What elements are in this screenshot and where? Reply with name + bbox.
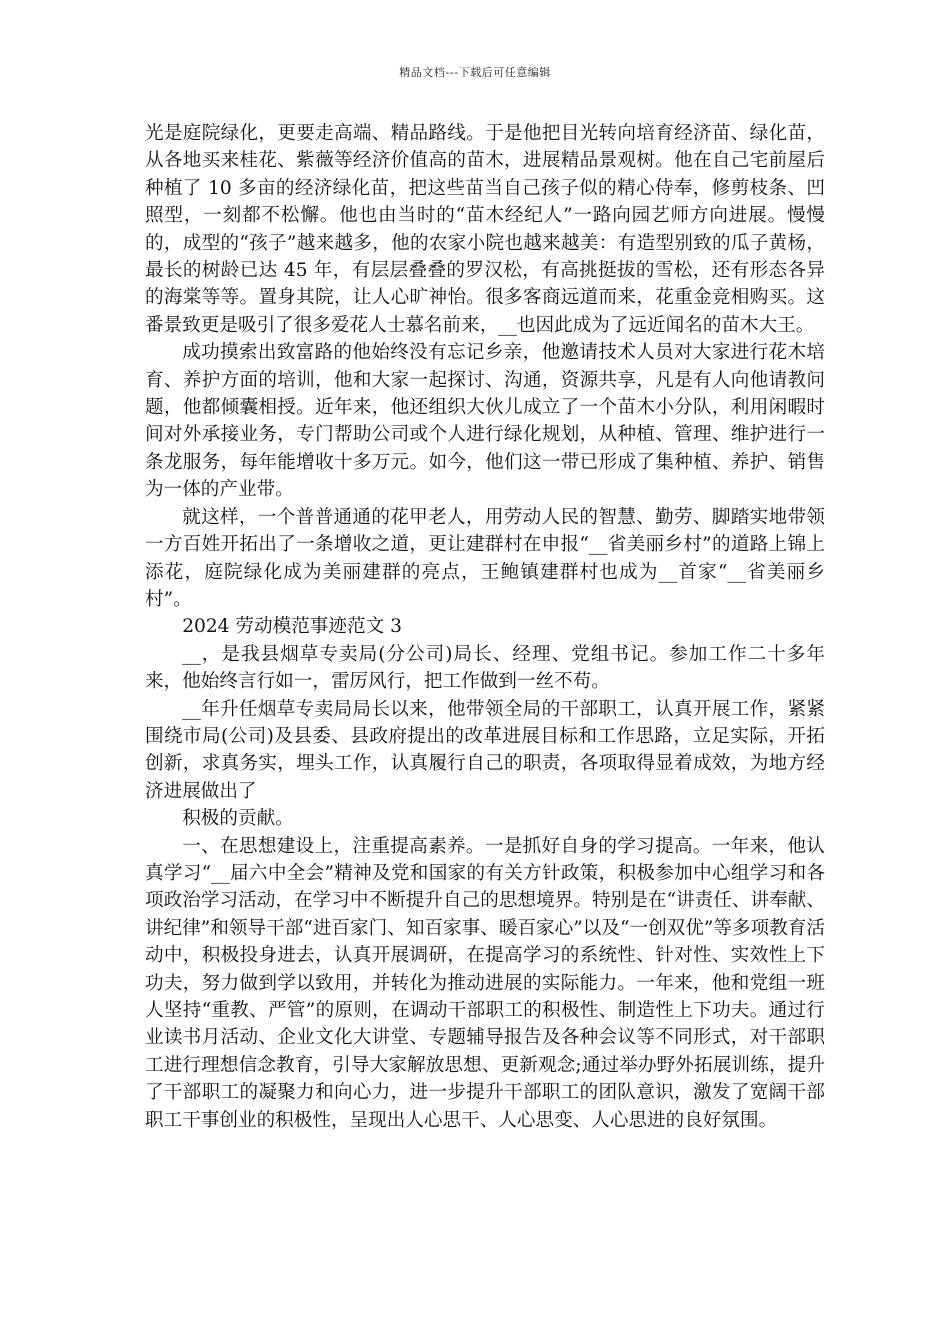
paragraph-4: __，是我县烟草专卖局(分公司)局长、经理、党组书记。参加工作二十多年来，他始终言行如一，雷厉风行，把工作做到一丝不苟。 — [145, 643, 825, 693]
paragraph-5: __年升任烟草专卖局局长以来，他带领全局的干部职工，认真开展工作，紧紧围绕市局(公司)及县委、县政府提出的改革进展目标和工作思路，立足实际，开拓创新，求真务实，埋头工作，认真履行自己的职责，各项取得显着成效，为地方经济进展做出了 — [145, 698, 825, 802]
page-header: 精品文档---下载后可任意编辑 — [399, 66, 551, 79]
paragraph-1: 光是庭院绿化，更要走高端、精品路线。于是他把目光转向培育经济苗、绿化苗，从各地买来桂花、紫薇等经济价值高的苗木，进展精品景观树。他在自己宅前屋后种植了 10 多亩的经济绿化苗，把这些苗当自己孩子似的精心侍奉，修剪枝条、凹照型，一刻都不松懈。他也由当时的“苗木经纪人”一路向园艺师方向进展。慢慢的，成型的“孩子”越来越多，他的农家小院也越来越美：有造型别致的瓜子黄杨，最长的树龄已达 45 年，有层层叠叠的罗汉松，有高挑挺拔的雪松，还有形态各异的海棠等等。置身其院，让人心旷神怡。很多客商远道而来，花重金竞相购买。这番景致更是吸引了很多爱花人士慕名前来，__也因此成为了远近闻名的苗木大王。 — [145, 123, 825, 336]
paragraph-3: 就这样，一个普普通通的花甲老人，用劳动人民的智慧、勤劳、脚踏实地带领一方百姓开拓出了一条增收之道，更让建群村在申报“__省美丽乡村”的道路上锦上添花，庭院绿化成为美丽建群的亮点，王鲍镇建群村也成为__首家“__省美丽乡村”。 — [145, 506, 825, 610]
paragraph-7: 一、在思想建设上，注重提高素养。一是抓好自身的学习提高。一年来，他认真学习“__届六中全会”精神及党和国家的有关方针政策，积极参加中心组学习和各项政治学习活动，在学习中不断提升自己的思想境界。特别是在“讲责任、讲奉献、讲纪律”和领导干部“进百家门、知百家事、暖百家心”以及“一创双优”等多项教育活动中，积极投身进去，认真开展调研，在提高学习的系统性、针对性、实效性上下功夫，努力做到学以致用，并转化为推动进展的实际能力。一年来，他和党组一班人坚持“重教、严管”的原则，在调动干部职工的积极性、制造性上下功夫。通过行业读书月活动、企业文化大讲堂、专题辅导报告及各种会议等不同形式，对干部职工进行理想信念教育，引导大家解放思想、更新观念;通过举办野外拓展训练，提升了干部职工的凝聚力和向心力，进一步提升干部职工的团队意识，激发了宽阔干部职工干事创业的积极性，呈现出人心思干、人心思变、人心思进的良好氛围。 — [145, 835, 825, 1131]
paragraph-2: 成功摸索出致富路的他始终没有忘记乡亲，他邀请技术人员对大家进行花木培育、养护方面的培训，他和大家一起探讨、沟通，资源共享，凡是有人向他请教问题，他都倾囊相授。近年来，他还组织大伙儿成立了一个苗木小分队，利用闲暇时间对外承接业务，专门帮助公司或个人进行绿化规划，从种植、管理、维护进行一条龙服务，每年能增收十多万元。如今，他们这一带已形成了集种植、养护、销售为一体的产业带。 — [145, 342, 825, 501]
paragraph-6: 积极的贡献。 — [182, 808, 294, 830]
document-body — [145, 120, 825, 1134]
section-title: 2024 劳动模范事迹范文 3 — [182, 616, 402, 638]
